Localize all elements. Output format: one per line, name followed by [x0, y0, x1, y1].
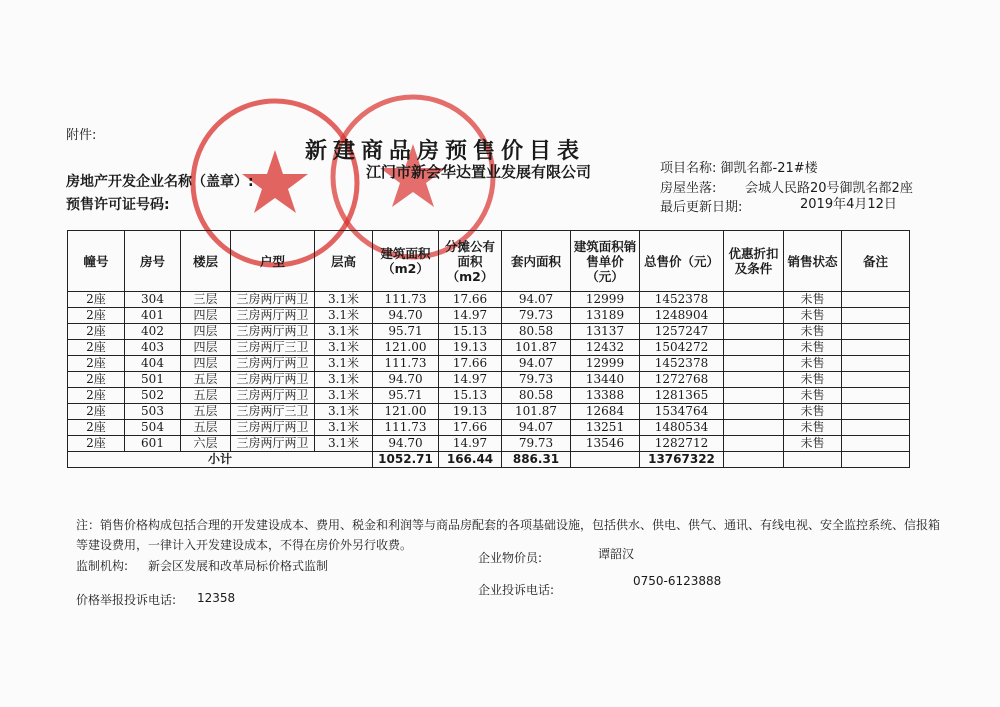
- cell-inner-area: 101.87: [502, 340, 571, 356]
- cell-floor: 六层: [181, 436, 231, 452]
- header-layout: 户型: [231, 231, 315, 292]
- cell-inner-area: 101.87: [502, 404, 571, 420]
- table-row: [68, 308, 910, 324]
- cell-building-area: 94.70: [373, 308, 439, 324]
- hotline-value: 12358: [197, 591, 236, 605]
- cell-discount: [724, 372, 784, 388]
- cell-room: 402: [125, 324, 181, 340]
- cell-building: 2座: [68, 372, 125, 388]
- cell-shared-area: 14.97: [439, 436, 502, 452]
- table-row: [68, 372, 910, 388]
- cell-status: 未售: [784, 404, 842, 420]
- header-building-area: 建筑面积（m2）: [373, 231, 439, 292]
- cell-status: 未售: [784, 420, 842, 436]
- cell-layout: 三房两厅两卫: [231, 372, 315, 388]
- cell-layout: 三房两厅两卫: [231, 324, 315, 340]
- cell-height: 3.1米: [315, 388, 373, 404]
- cell-building-area: 111.73: [373, 420, 439, 436]
- cell-shared-area: 15.13: [439, 388, 502, 404]
- cell-remarks: [842, 404, 910, 420]
- cell-discount: [724, 404, 784, 420]
- cell-layout: 三房两厅两卫: [231, 436, 315, 452]
- cell-building-area: 94.70: [373, 372, 439, 388]
- cell-remarks: [842, 324, 910, 340]
- cell-total-price: 1534764: [640, 404, 724, 420]
- cell-shared-area: 14.97: [439, 308, 502, 324]
- cell-floor: 四层: [181, 324, 231, 340]
- cell-room: 403: [125, 340, 181, 356]
- attachment-label: 附件:: [66, 128, 97, 143]
- subtotal-inner-area: 886.31: [502, 452, 571, 468]
- cell-inner-area: 79.73: [502, 436, 571, 452]
- update-label: 最后更新日期:: [660, 200, 743, 215]
- table-header-row: [68, 231, 910, 292]
- cell-total-price: 1282712: [640, 436, 724, 452]
- cell-building: 2座: [68, 292, 125, 308]
- cell-inner-area: 94.07: [502, 292, 571, 308]
- header-remarks: 备注: [842, 231, 910, 292]
- price-clerk-label: 企业物价员:: [478, 551, 543, 565]
- table-row: [68, 436, 910, 452]
- cell-building-area: 111.73: [373, 356, 439, 372]
- cell-remarks: [842, 340, 910, 356]
- developer-label: 房地产开发企业名称（盖章）:: [66, 174, 254, 190]
- cell-inner-area: 80.58: [502, 324, 571, 340]
- cell-remarks: [842, 308, 910, 324]
- cell-building: 2座: [68, 420, 125, 436]
- cell-status: 未售: [784, 292, 842, 308]
- cell-room: 502: [125, 388, 181, 404]
- header-height: 层高: [315, 231, 373, 292]
- cell-layout: 三房两厅三卫: [231, 340, 315, 356]
- cell-inner-area: 80.58: [502, 388, 571, 404]
- cell-unit-price: 13137: [571, 324, 640, 340]
- update-value: 2019年4月12日: [800, 197, 897, 212]
- header-floor: 楼层: [181, 231, 231, 292]
- note-text: 注：销售价格构成包括合理的开发建设成本、费用、税金和利润等与商品房配套的各项基础设施，包括供水、供电、供气、通讯、有线电视、安全监控系统、信报箱等建设费用，一律计入开发建设成本，不得在房价外另行收费。: [76, 518, 941, 552]
- cell-unit-price: 12432: [571, 340, 640, 356]
- header-shared-area: 分摊公有面积（m2）: [439, 231, 502, 292]
- cell-building: 2座: [68, 324, 125, 340]
- cell-floor: 三层: [181, 292, 231, 308]
- cell-status: 未售: [784, 388, 842, 404]
- cell-room: 404: [125, 356, 181, 372]
- cell-remarks: [842, 436, 910, 452]
- cell-height: 3.1米: [315, 436, 373, 452]
- cell-remarks: [842, 388, 910, 404]
- cell-height: 3.1米: [315, 372, 373, 388]
- subtotal-unit-price: [571, 452, 640, 468]
- cell-discount: [724, 340, 784, 356]
- cell-total-price: 1452378: [640, 356, 724, 372]
- cell-inner-area: 94.07: [502, 420, 571, 436]
- cell-room: 601: [125, 436, 181, 452]
- cell-status: 未售: [784, 356, 842, 372]
- cell-discount: [724, 324, 784, 340]
- cell-shared-area: 19.13: [439, 340, 502, 356]
- cell-floor: 五层: [181, 420, 231, 436]
- cell-floor: 四层: [181, 356, 231, 372]
- complaint-value: 0750-6123888: [633, 574, 722, 588]
- subtotal-row: [68, 452, 910, 468]
- cell-floor: 四层: [181, 340, 231, 356]
- subtotal-remarks: [842, 452, 910, 468]
- cell-discount: [724, 420, 784, 436]
- price-clerk-value: 谭韶汉: [598, 547, 635, 561]
- cell-unit-price: 13440: [571, 372, 640, 388]
- cell-height: 3.1米: [315, 340, 373, 356]
- cell-shared-area: 14.97: [439, 372, 502, 388]
- subtotal-building-area: 1052.71: [373, 452, 439, 468]
- cell-room: 401: [125, 308, 181, 324]
- table-row: [68, 404, 910, 420]
- cell-floor: 五层: [181, 404, 231, 420]
- cell-building: 2座: [68, 356, 125, 372]
- cell-discount: [724, 388, 784, 404]
- header-discount: 优惠折扣及条件: [724, 231, 784, 292]
- cell-remarks: [842, 292, 910, 308]
- subtotal-discount: [724, 452, 784, 468]
- cell-total-price: 1248904: [640, 308, 724, 324]
- cell-status: 未售: [784, 308, 842, 324]
- cell-floor: 五层: [181, 372, 231, 388]
- permit-label: 预售许可证号码:: [66, 197, 170, 213]
- table-row: [68, 356, 910, 372]
- supervisor-label: 监制机构:: [76, 559, 129, 573]
- cell-layout: 三房两厅两卫: [231, 420, 315, 436]
- cell-height: 3.1米: [315, 324, 373, 340]
- cell-building-area: 95.71: [373, 324, 439, 340]
- cell-unit-price: 13189: [571, 308, 640, 324]
- cell-inner-area: 79.73: [502, 372, 571, 388]
- cell-unit-price: 12999: [571, 292, 640, 308]
- cell-inner-area: 94.07: [502, 356, 571, 372]
- cell-remarks: [842, 372, 910, 388]
- cell-building-area: 95.71: [373, 388, 439, 404]
- cell-layout: 三房两厅两卫: [231, 308, 315, 324]
- cell-inner-area: 79.73: [502, 308, 571, 324]
- cell-shared-area: 17.66: [439, 292, 502, 308]
- cell-building-area: 121.00: [373, 340, 439, 356]
- cell-total-price: 1257247: [640, 324, 724, 340]
- subtotal-shared-area: 166.44: [439, 452, 502, 468]
- header-unit-price: 建筑面积销售单价（元）: [571, 231, 640, 292]
- cell-shared-area: 17.66: [439, 356, 502, 372]
- cell-total-price: 1504272: [640, 340, 724, 356]
- complaint-label: 企业投诉电话:: [478, 583, 555, 597]
- price-table: [67, 230, 910, 468]
- table-row: [68, 324, 910, 340]
- cell-building-area: 94.70: [373, 436, 439, 452]
- location-value: 会城人民路20号御凯名都2座: [745, 181, 913, 196]
- page-title: 新建商品房预售价目表: [305, 138, 586, 164]
- cell-layout: 三房两厅两卫: [231, 292, 315, 308]
- hotline-label: 价格举报投诉电话:: [76, 593, 177, 607]
- cell-building: 2座: [68, 404, 125, 420]
- subtotal-label: 小计: [68, 452, 373, 468]
- cell-unit-price: 13388: [571, 388, 640, 404]
- cell-building: 2座: [68, 436, 125, 452]
- cell-layout: 三房两厅三卫: [231, 404, 315, 420]
- table-row: [68, 420, 910, 436]
- cell-total-price: 1452378: [640, 292, 724, 308]
- cell-total-price: 1272768: [640, 372, 724, 388]
- cell-unit-price: 12999: [571, 356, 640, 372]
- cell-room: 503: [125, 404, 181, 420]
- cell-status: 未售: [784, 324, 842, 340]
- subtotal-total-price: 13767322: [640, 452, 724, 468]
- cell-remarks: [842, 356, 910, 372]
- cell-unit-price: 12684: [571, 404, 640, 420]
- supervisor-value: 新会区发展和改革局标价格式监制: [148, 559, 329, 573]
- table-row: [68, 292, 910, 308]
- cell-shared-area: 19.13: [439, 404, 502, 420]
- cell-height: 3.1米: [315, 420, 373, 436]
- cell-room: 504: [125, 420, 181, 436]
- developer-name: 江门市新会华达置业发展有限公司: [366, 163, 592, 181]
- header-inner-area: 套内面积: [502, 231, 571, 292]
- cell-total-price: 1281365: [640, 388, 724, 404]
- cell-layout: 三房两厅两卫: [231, 356, 315, 372]
- table-row: [68, 340, 910, 356]
- cell-total-price: 1480534: [640, 420, 724, 436]
- cell-status: 未售: [784, 436, 842, 452]
- header-building: 幢号: [68, 231, 125, 292]
- cell-building: 2座: [68, 388, 125, 404]
- cell-building-area: 111.73: [373, 292, 439, 308]
- cell-building: 2座: [68, 308, 125, 324]
- subtotal-status: [784, 452, 842, 468]
- cell-shared-area: 15.13: [439, 324, 502, 340]
- cell-discount: [724, 436, 784, 452]
- cell-room: 501: [125, 372, 181, 388]
- cell-room: 304: [125, 292, 181, 308]
- cell-discount: [724, 308, 784, 324]
- cell-floor: 四层: [181, 308, 231, 324]
- cell-status: 未售: [784, 340, 842, 356]
- cell-discount: [724, 356, 784, 372]
- cell-height: 3.1米: [315, 404, 373, 420]
- location-label: 房屋坐落:: [660, 181, 717, 196]
- cell-floor: 五层: [181, 388, 231, 404]
- cell-height: 3.1米: [315, 308, 373, 324]
- header-total-price: 总售价（元）: [640, 231, 724, 292]
- cell-status: 未售: [784, 372, 842, 388]
- cell-height: 3.1米: [315, 356, 373, 372]
- cell-building: 2座: [68, 340, 125, 356]
- header-room: 房号: [125, 231, 181, 292]
- cell-unit-price: 13546: [571, 436, 640, 452]
- cell-remarks: [842, 420, 910, 436]
- table-row: [68, 388, 910, 404]
- cell-unit-price: 13251: [571, 420, 640, 436]
- cell-discount: [724, 292, 784, 308]
- header-status: 销售状态: [784, 231, 842, 292]
- cell-building-area: 121.00: [373, 404, 439, 420]
- cell-height: 3.1米: [315, 292, 373, 308]
- project-name: 项目名称: 御凯名都-21#楼: [660, 161, 818, 176]
- cell-shared-area: 17.66: [439, 420, 502, 436]
- cell-layout: 三房两厅两卫: [231, 388, 315, 404]
